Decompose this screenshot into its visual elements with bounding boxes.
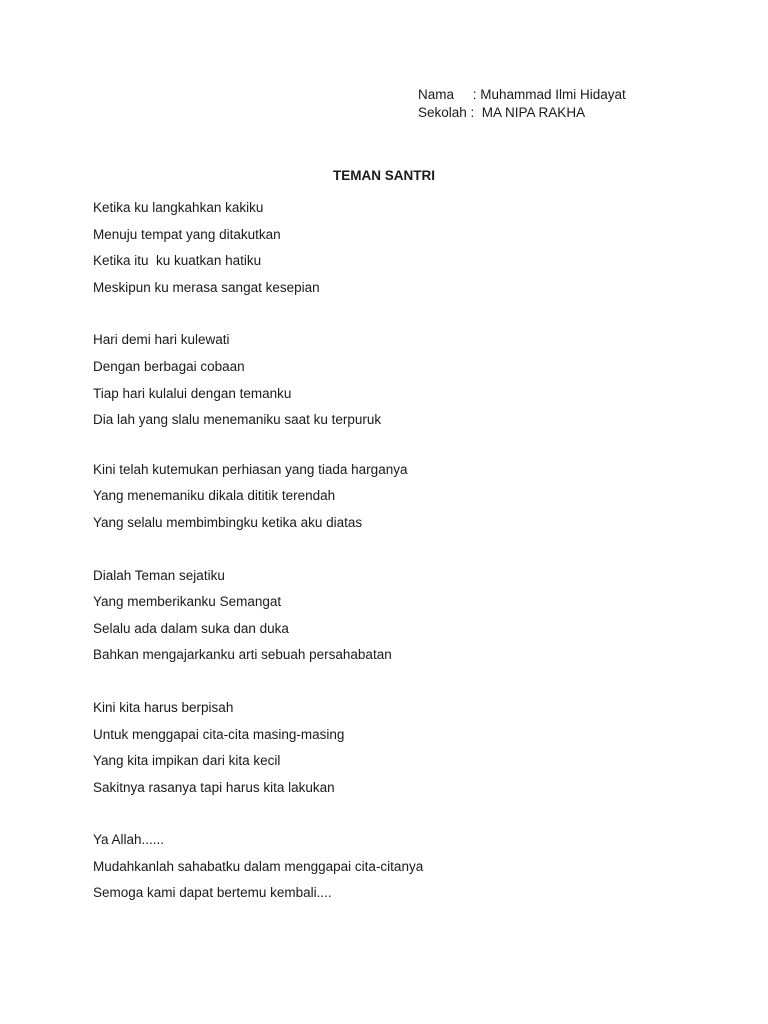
stanza-3 — [93, 462, 423, 542]
stanza-5 — [93, 700, 423, 806]
poem-line: Dialah Teman sejatiku — [93, 567, 225, 583]
stanza-2 — [93, 332, 423, 438]
poem-body — [93, 200, 423, 912]
poem-line: Yang kita impikan dari kita kecil — [93, 753, 281, 769]
poem-line: Bahkan mengajarkanku arti sebuah persahabatan — [93, 647, 392, 663]
poem-title: TEMAN SANTRI — [333, 168, 435, 183]
stanza-gap — [93, 439, 423, 462]
stanza-gap — [93, 542, 423, 568]
stanza-1 — [93, 200, 423, 306]
poem-line: Meskipun ku merasa sangat kesepian — [93, 279, 320, 295]
poem-line: Semoga kami dapat bertemu kembali.... — [93, 885, 332, 901]
poem-line: Yang menemaniku dikala dititik terendah — [93, 488, 336, 504]
stanza-gap — [93, 674, 423, 700]
stanza-6 — [93, 832, 423, 912]
author-info — [418, 86, 626, 122]
author-name-row: Nama : Muhammad Ilmi Hidayat — [418, 87, 626, 102]
poem-line: Mudahkanlah sahabatku dalam menggapai cita-citanya — [93, 858, 424, 874]
stanza-gap — [93, 306, 423, 332]
poem-line: Untuk menggapai cita-cita masing-masing — [93, 726, 345, 742]
poem-line: Ketika ku langkahkan kakiku — [93, 200, 264, 215]
poem-line: Tiap hari kulalui dengan temanku — [93, 385, 292, 401]
poem-line: Menuju tempat yang ditakutkan — [93, 226, 281, 242]
poem-line: Sakitnya rasanya tapi harus kita lakukan — [93, 779, 335, 795]
poem-line: Kini kita harus berpisah — [93, 699, 234, 715]
stanza-gap — [93, 806, 423, 832]
poem-line: Ketika itu ku kuatkan hatiku — [93, 253, 262, 269]
stanza-4 — [93, 568, 423, 674]
poem-line: Yang memberikanku Semangat — [93, 594, 282, 610]
school-name-row: Sekolah : MA NIPA RAKHA — [418, 105, 586, 120]
poem-line: Hari demi hari kulewati — [93, 332, 230, 348]
poem-line: Dengan berbagai cobaan — [93, 358, 245, 374]
poem-line: Dia lah yang slalu menemaniku saat ku terpuruk — [93, 412, 382, 428]
poem-line: Selalu ada dalam suka dan duka — [93, 620, 289, 636]
poem-line: Kini telah kutemukan perhiasan yang tiada harganya — [93, 461, 408, 477]
poem-line: Ya Allah...... — [93, 832, 165, 848]
poem-line: Yang selalu membimbingku ketika aku diatas — [93, 514, 363, 530]
